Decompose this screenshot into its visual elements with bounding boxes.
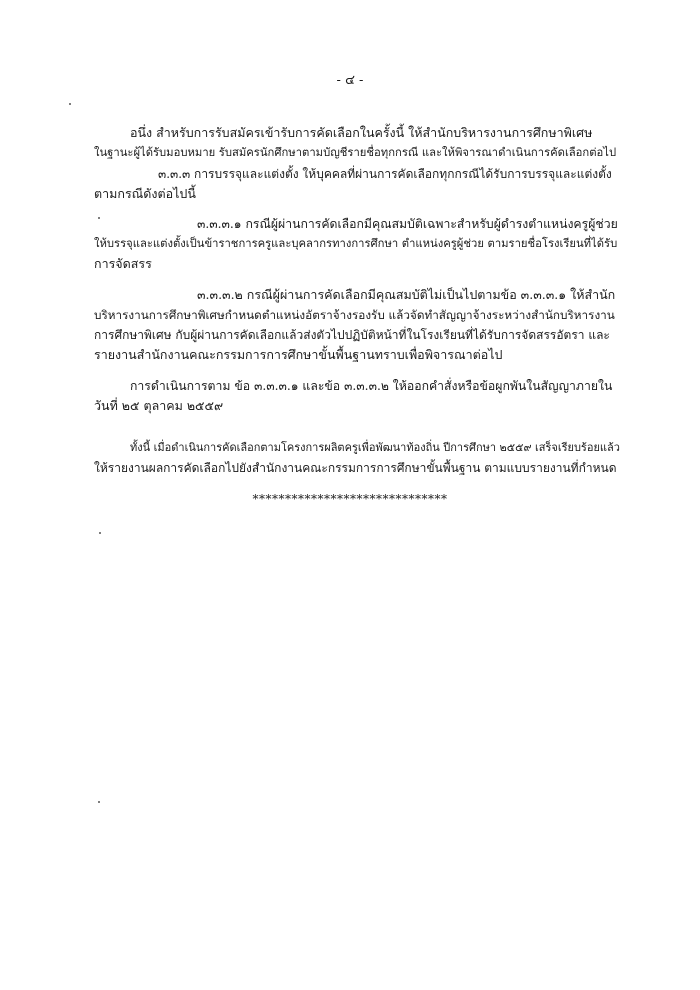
- page-number: - ๔ -: [336, 73, 364, 88]
- scan-speck: [69, 103, 71, 105]
- paragraph-line: การดำเนินการตาม ข้อ ๓.๓.๓.๑ และข้อ ๓.๓.๓.๒ ให้ออกคำสั่งหรือข้อผูกพันในสัญญาภายใน: [130, 379, 613, 393]
- scan-speck: [98, 217, 100, 219]
- paragraph-line: ๓.๓.๓ การบรรจุและแต่งตั้ง ให้บุคคลที่ผ่านการคัดเลือกทุกกรณีได้รับการบรรจุและแต่งตั้ง: [158, 167, 612, 181]
- paragraph-line: รายงานสำนักงานคณะกรรมการการศึกษาขั้นพื้นฐานทราบเพื่อพิจารณาต่อไป: [94, 347, 503, 362]
- scan-speck: [99, 532, 101, 534]
- paragraph-line: ๓.๓.๓.๑ กรณีผู้ผ่านการคัดเลือกมีคุณสมบัติเฉพาะสำหรับผู้ดำรงตำแหน่งครูผู้ช่วย: [197, 217, 618, 231]
- end-of-document-mark: ******************************: [252, 492, 448, 506]
- paragraph-line: ตามกรณีดังต่อไปนี้: [94, 186, 196, 201]
- paragraph-line: วันที่ ๒๕ ตุลาคม ๒๕๕๙: [94, 398, 224, 413]
- paragraph-line: การศึกษาพิเศษ กับผู้ผ่านการคัดเลือกแล้วส่งตัวไปปฏิบัติหน้าที่ในโรงเรียนที่ได้รับการจัดสรรอัตรา และ: [94, 328, 610, 342]
- scan-speck: [98, 801, 100, 803]
- paragraph-line: ให้บรรจุและแต่งตั้งเป็นข้าราชการครูและบุคลากรทางการศึกษา ตำแหน่งครูผู้ช่วย ตามรายชื่อโรงเรียนที่ได้รับ: [94, 237, 618, 250]
- paragraph-line: การจัดสรร: [94, 256, 152, 271]
- paragraph-line: บริหารงานการศึกษาพิเศษกำหนดตำแหน่งอัตราจ้างรองรับ แล้วจัดทำสัญญาจ้างระหว่างสำนักบริหารงาน: [94, 308, 615, 322]
- paragraph-line: ทั้งนี้ เมื่อดำเนินการคัดเลือกตามโครงการผลิตครูเพื่อพัฒนาท้องถิ่น ปีการศึกษา ๒๕๕๙ เสร็จเรียบร้อยแล้ว: [130, 441, 620, 454]
- paragraph-line: ในฐานะผู้ได้รับมอบหมาย รับสมัครนักศึกษาตามบัญชีรายชื่อทุกกรณี และให้พิจารณาดำเนินการคัดเลือกต่อไป: [94, 146, 617, 159]
- paragraph-line: อนึ่ง สำหรับการรับสมัครเข้ารับการคัดเลือกในครั้งนี้ ให้สำนักบริหารงานการศึกษาพิเศษ: [130, 125, 593, 140]
- paragraph-line: ๓.๓.๓.๒ กรณีผู้ผ่านการคัดเลือกมีคุณสมบัติไม่เป็นไปตามข้อ ๓.๓.๓.๑ ให้สำนัก: [197, 287, 616, 302]
- paragraph-line: ให้รายงานผลการคัดเลือกไปยังสำนักงานคณะกรรมการการศึกษาขั้นพื้นฐาน ตามแบบรายงานที่กำหนด: [94, 461, 617, 475]
